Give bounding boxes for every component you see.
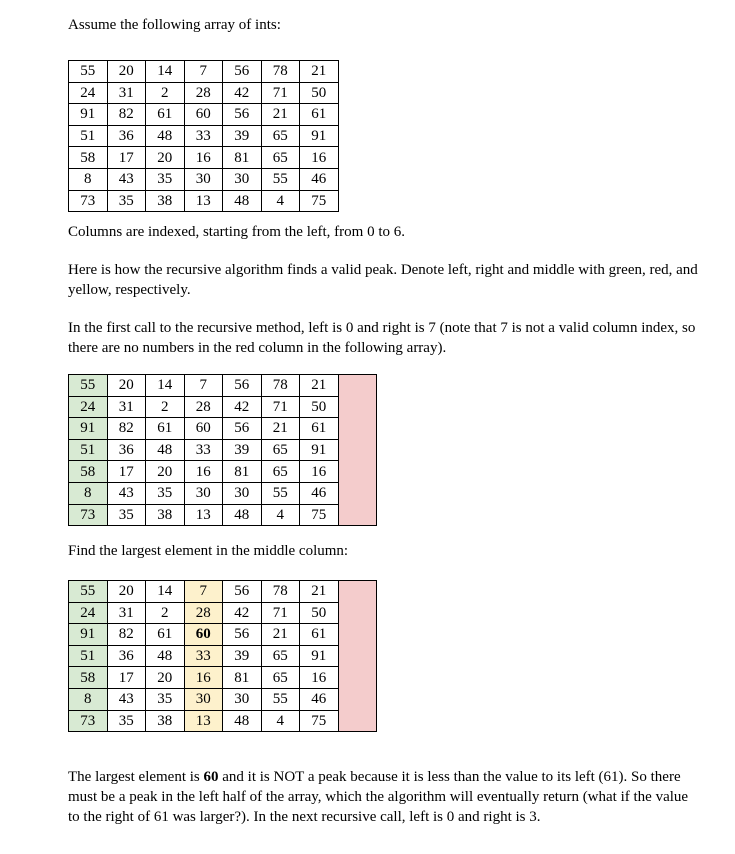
largest-value: 60 xyxy=(203,769,219,785)
table-cell: 39 xyxy=(223,645,262,667)
table-cell: 55 xyxy=(261,168,300,190)
table-cell: 48 xyxy=(223,710,262,732)
table-cell: 7 xyxy=(184,581,223,603)
table-cell: 35 xyxy=(107,190,146,212)
table-cell: 13 xyxy=(184,710,223,732)
table-cell: 36 xyxy=(107,125,146,147)
table-row xyxy=(69,82,339,104)
table-cell: 61 xyxy=(300,104,339,126)
table-cell: 60 xyxy=(184,104,223,126)
table-cell: 35 xyxy=(107,710,146,732)
table-cell: 51 xyxy=(69,439,108,461)
table-row xyxy=(69,125,339,147)
table-cell: 8 xyxy=(69,168,108,190)
table-cell: 61 xyxy=(146,624,185,646)
table-cell: 48 xyxy=(223,504,262,526)
table-cell: 16 xyxy=(300,667,339,689)
table-cell: 56 xyxy=(223,624,262,646)
table-cell: 21 xyxy=(300,581,339,603)
table-cell: 20 xyxy=(107,61,146,83)
table-cell: 55 xyxy=(69,61,108,83)
table-cell: 60 xyxy=(184,624,223,646)
table-cell: 65 xyxy=(261,667,300,689)
table-cell: 50 xyxy=(300,602,339,624)
table-row xyxy=(69,147,339,169)
table-cell: 35 xyxy=(146,482,185,504)
table-cell: 91 xyxy=(300,125,339,147)
table-cell: 31 xyxy=(107,396,146,418)
table-row xyxy=(69,482,377,504)
conclusion-text xyxy=(68,767,698,827)
table-cell: 56 xyxy=(223,61,262,83)
table-cell: 91 xyxy=(69,104,108,126)
table-cell: 42 xyxy=(223,82,262,104)
table-cell: 4 xyxy=(261,710,300,732)
table-row xyxy=(69,581,377,603)
table-cell: 42 xyxy=(223,602,262,624)
table-cell: 30 xyxy=(223,168,262,190)
table-cell: 82 xyxy=(107,624,146,646)
table-row xyxy=(69,645,377,667)
table-cell: 35 xyxy=(107,504,146,526)
table-cell: 56 xyxy=(223,375,262,397)
table-cell: 20 xyxy=(107,375,146,397)
table-cell: 50 xyxy=(300,396,339,418)
table-cell: 81 xyxy=(223,147,262,169)
table-row xyxy=(69,168,339,190)
table-cell: 58 xyxy=(69,147,108,169)
table-cell: 71 xyxy=(261,602,300,624)
table-cell: 21 xyxy=(300,61,339,83)
table-row xyxy=(69,624,377,646)
table-cell: 13 xyxy=(184,504,223,526)
table-cell: 17 xyxy=(107,461,146,483)
table-cell: 91 xyxy=(69,624,108,646)
array-table-middle-column xyxy=(68,580,377,732)
table-cell: 13 xyxy=(184,190,223,212)
table-row xyxy=(69,688,377,710)
table-cell: 39 xyxy=(223,439,262,461)
columns-note: Columns are indexed, starting from the left, from 0 to 6. xyxy=(68,224,406,240)
table-cell: 61 xyxy=(146,418,185,440)
table-row xyxy=(69,667,377,689)
table-cell: 7 xyxy=(184,61,223,83)
table-cell: 30 xyxy=(223,482,262,504)
table-row xyxy=(69,190,339,212)
table-cell: 48 xyxy=(146,125,185,147)
table-cell: 33 xyxy=(184,645,223,667)
table-cell: 56 xyxy=(223,581,262,603)
table-cell: 58 xyxy=(69,461,108,483)
find-largest-text: Find the largest element in the middle column: xyxy=(68,543,349,559)
table-cell: 61 xyxy=(300,418,339,440)
table-cell: 4 xyxy=(261,190,300,212)
table-cell: 65 xyxy=(261,125,300,147)
table-cell: 21 xyxy=(261,624,300,646)
table-cell: 2 xyxy=(146,396,185,418)
table-cell: 35 xyxy=(146,168,185,190)
table-cell: 58 xyxy=(69,667,108,689)
right-column-empty xyxy=(338,581,376,732)
table-cell: 75 xyxy=(300,710,339,732)
table-cell: 33 xyxy=(184,439,223,461)
table-cell: 46 xyxy=(300,688,339,710)
table-cell: 20 xyxy=(146,461,185,483)
table-row xyxy=(69,418,377,440)
table-cell: 43 xyxy=(107,482,146,504)
table-cell: 75 xyxy=(300,504,339,526)
conclusion-suffix: and it is NOT a peak because it is less than the value to its left (61). So there must be a peak in the left half of the array, which the algorithm will eventually return (what if the value to the right of 61 was larger?). In the next recursive call, left is 0 and right is 3. xyxy=(68,769,689,825)
table-cell: 2 xyxy=(146,82,185,104)
table-cell: 48 xyxy=(146,439,185,461)
table-cell: 38 xyxy=(146,190,185,212)
table-cell: 55 xyxy=(261,482,300,504)
table-cell: 73 xyxy=(69,710,108,732)
table-cell: 91 xyxy=(69,418,108,440)
table-cell: 55 xyxy=(261,688,300,710)
table-cell: 36 xyxy=(107,645,146,667)
first-call-text: In the first call to the recursive method, left is 0 and right is 7 (note that 7 is not a valid column index, so there are no numbers in the red column in the following array). xyxy=(68,320,696,356)
table-cell: 65 xyxy=(261,461,300,483)
table-cell: 81 xyxy=(223,667,262,689)
table-cell: 33 xyxy=(184,125,223,147)
table-row xyxy=(69,710,377,732)
intro-text: Assume the following array of ints: xyxy=(68,17,281,33)
table-cell: 48 xyxy=(223,190,262,212)
table-row xyxy=(69,61,339,83)
table-cell: 46 xyxy=(300,168,339,190)
table-cell: 43 xyxy=(107,168,146,190)
table-cell: 51 xyxy=(69,645,108,667)
table-cell: 30 xyxy=(184,482,223,504)
table-cell: 39 xyxy=(223,125,262,147)
table-cell: 82 xyxy=(107,104,146,126)
table-cell: 2 xyxy=(146,602,185,624)
table-cell: 65 xyxy=(261,439,300,461)
table-cell: 38 xyxy=(146,710,185,732)
table-cell: 61 xyxy=(146,104,185,126)
right-column-empty xyxy=(338,375,376,526)
table-row xyxy=(69,504,377,526)
table-cell: 55 xyxy=(69,581,108,603)
table-cell: 30 xyxy=(184,688,223,710)
table-cell: 28 xyxy=(184,396,223,418)
table-cell: 21 xyxy=(261,418,300,440)
table-cell: 78 xyxy=(261,61,300,83)
table-cell: 31 xyxy=(107,602,146,624)
table-cell: 36 xyxy=(107,439,146,461)
array-table-original xyxy=(68,60,339,212)
table-cell: 51 xyxy=(69,125,108,147)
table-cell: 24 xyxy=(69,82,108,104)
table-cell: 38 xyxy=(146,504,185,526)
table-cell: 8 xyxy=(69,688,108,710)
table-row xyxy=(69,375,377,397)
table-cell: 48 xyxy=(146,645,185,667)
table-cell: 17 xyxy=(107,147,146,169)
table-cell: 43 xyxy=(107,688,146,710)
explanation-text: Here is how the recursive algorithm finds a valid peak. Denote left, right and middle with green, red, and yellow, respectively. xyxy=(68,262,698,298)
table-row xyxy=(69,396,377,418)
table-cell: 16 xyxy=(184,667,223,689)
table-cell: 7 xyxy=(184,375,223,397)
table-cell: 71 xyxy=(261,396,300,418)
array-table-first-call xyxy=(68,374,377,526)
table-cell: 16 xyxy=(184,461,223,483)
table-cell: 17 xyxy=(107,667,146,689)
table-cell: 46 xyxy=(300,482,339,504)
table-cell: 16 xyxy=(300,147,339,169)
table-cell: 21 xyxy=(261,104,300,126)
table-cell: 28 xyxy=(184,602,223,624)
table-cell: 24 xyxy=(69,602,108,624)
table-cell: 65 xyxy=(261,645,300,667)
table-cell: 78 xyxy=(261,581,300,603)
table-cell: 20 xyxy=(146,147,185,169)
table-row xyxy=(69,461,377,483)
table-cell: 42 xyxy=(223,396,262,418)
table-cell: 56 xyxy=(223,104,262,126)
table-cell: 61 xyxy=(300,624,339,646)
table-cell: 14 xyxy=(146,375,185,397)
table-cell: 28 xyxy=(184,82,223,104)
table-row xyxy=(69,439,377,461)
table-cell: 24 xyxy=(69,396,108,418)
table-cell: 73 xyxy=(69,190,108,212)
table-cell: 73 xyxy=(69,504,108,526)
conclusion-prefix: The largest element is xyxy=(68,769,204,785)
table-cell: 82 xyxy=(107,418,146,440)
table-cell: 16 xyxy=(300,461,339,483)
table-cell: 60 xyxy=(184,418,223,440)
table-cell: 91 xyxy=(300,645,339,667)
table-cell: 14 xyxy=(146,61,185,83)
table-cell: 55 xyxy=(69,375,108,397)
table-cell: 81 xyxy=(223,461,262,483)
table-cell: 20 xyxy=(146,667,185,689)
table-cell: 91 xyxy=(300,439,339,461)
table-cell: 71 xyxy=(261,82,300,104)
table-cell: 16 xyxy=(184,147,223,169)
table-cell: 65 xyxy=(261,147,300,169)
table-row xyxy=(69,104,339,126)
table-cell: 50 xyxy=(300,82,339,104)
table-row xyxy=(69,602,377,624)
table-cell: 30 xyxy=(184,168,223,190)
table-cell: 31 xyxy=(107,82,146,104)
table-cell: 14 xyxy=(146,581,185,603)
table-cell: 75 xyxy=(300,190,339,212)
table-cell: 21 xyxy=(300,375,339,397)
table-cell: 78 xyxy=(261,375,300,397)
table-cell: 4 xyxy=(261,504,300,526)
table-cell: 30 xyxy=(223,688,262,710)
table-cell: 20 xyxy=(107,581,146,603)
table-cell: 56 xyxy=(223,418,262,440)
table-cell: 35 xyxy=(146,688,185,710)
table-cell: 8 xyxy=(69,482,108,504)
